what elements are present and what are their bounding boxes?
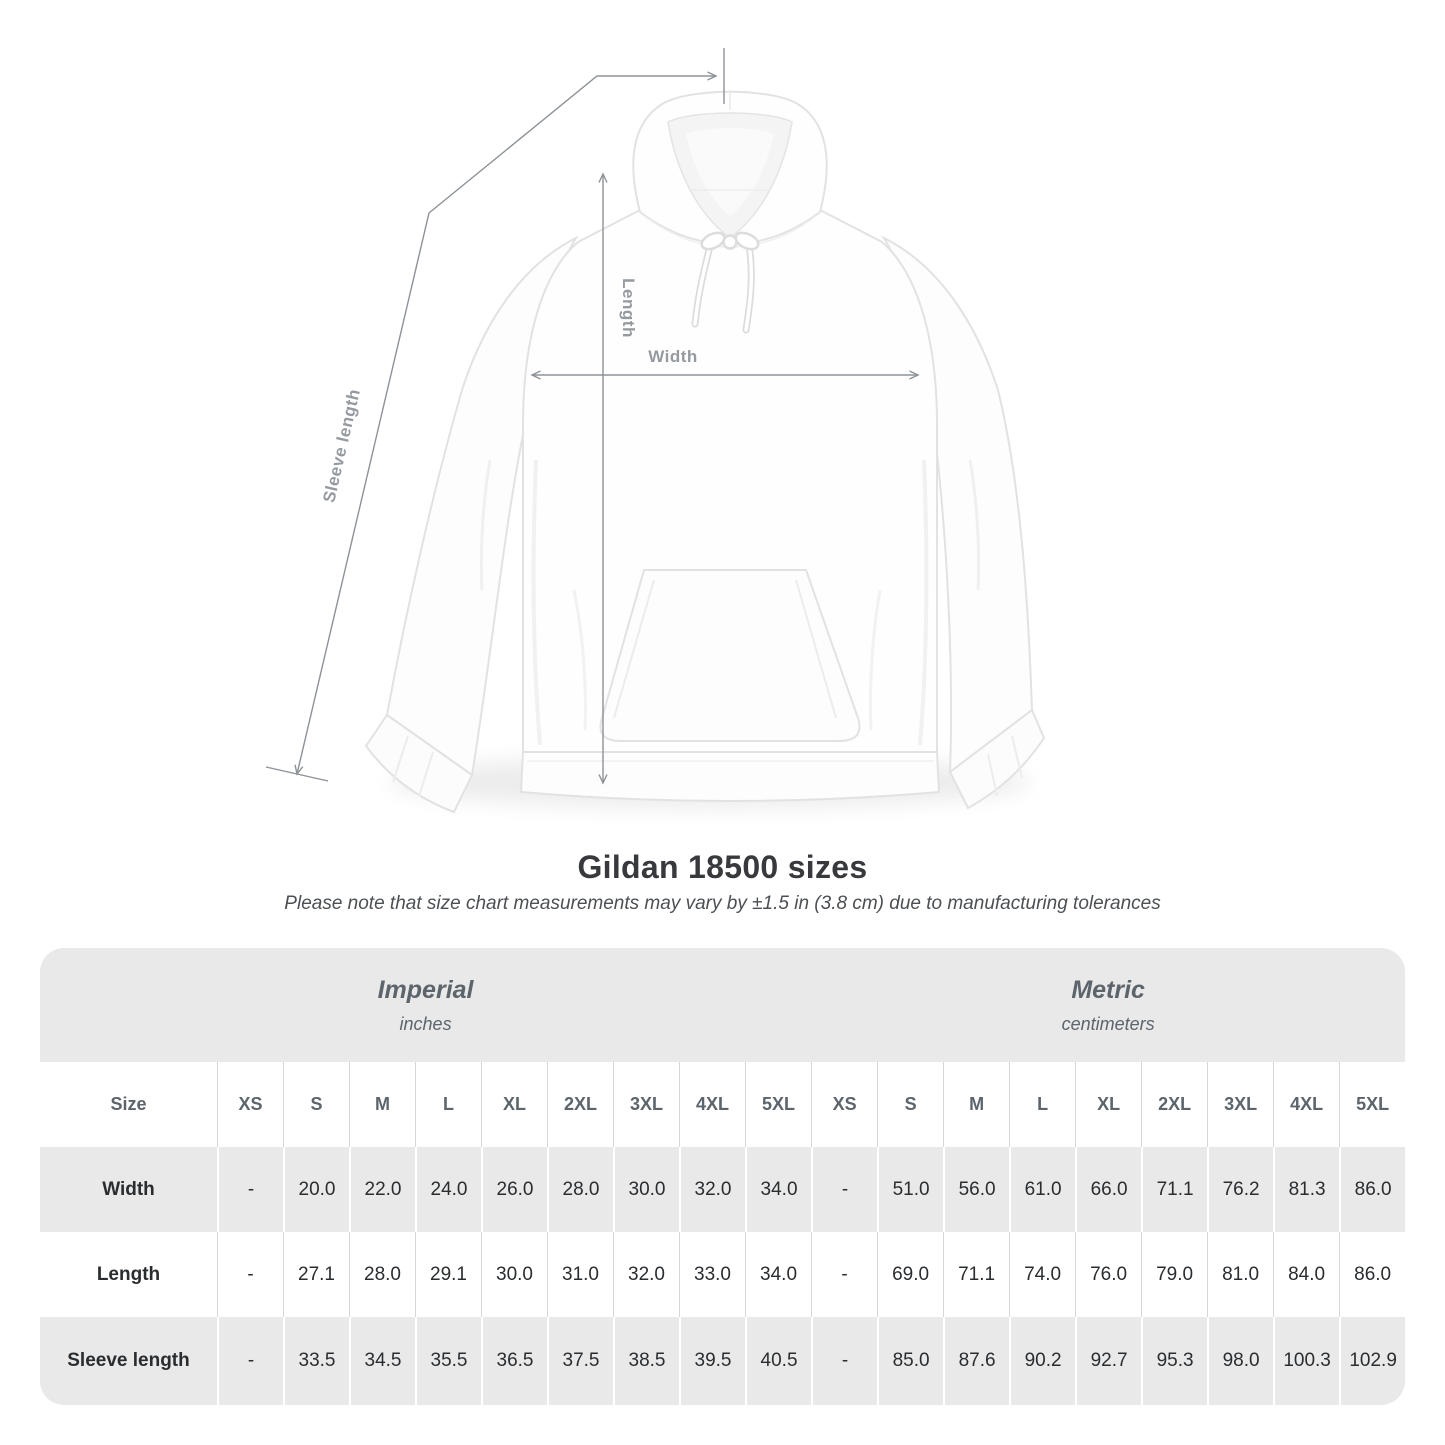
size-header-imperial: 2XL — [547, 1062, 613, 1147]
value-cell: 56.0 — [943, 1147, 1009, 1232]
sleeve-length-label: Sleeve length — [319, 387, 364, 505]
unit-band-row — [40, 948, 1405, 1062]
value-cell: 30.0 — [481, 1232, 547, 1317]
unit-group-imperial — [40, 948, 811, 1062]
value-cell: 32.0 — [679, 1147, 745, 1232]
value-cell: 87.6 — [943, 1317, 1009, 1405]
size-header-metric: 4XL — [1273, 1062, 1339, 1147]
value-cell: 71.1 — [1141, 1147, 1207, 1232]
value-cell: 95.3 — [1141, 1317, 1207, 1405]
value-cell: 76.0 — [1075, 1232, 1141, 1317]
size-header-metric: XL — [1075, 1062, 1141, 1147]
length-row — [40, 1232, 1405, 1317]
value-cell: - — [217, 1147, 283, 1232]
value-cell: 74.0 — [1009, 1232, 1075, 1317]
sleeve-length-row — [40, 1317, 1405, 1405]
size-header-metric: M — [943, 1062, 1009, 1147]
size-header-imperial: M — [349, 1062, 415, 1147]
size-column-header: Size — [40, 1062, 217, 1147]
size-header-metric: XS — [811, 1062, 877, 1147]
size-table — [40, 948, 1405, 1405]
cuff-tick — [266, 767, 328, 781]
size-header-metric: S — [877, 1062, 943, 1147]
value-cell: 20.0 — [283, 1147, 349, 1232]
value-cell: 81.3 — [1273, 1147, 1339, 1232]
size-table-container — [40, 948, 1405, 1405]
value-cell: 34.5 — [349, 1317, 415, 1405]
size-header-metric: 5XL — [1339, 1062, 1405, 1147]
value-cell: 31.0 — [547, 1232, 613, 1317]
value-cell: 27.1 — [283, 1232, 349, 1317]
size-header-imperial: 5XL — [745, 1062, 811, 1147]
size-header-imperial: 4XL — [679, 1062, 745, 1147]
value-cell: 28.0 — [349, 1232, 415, 1317]
value-cell: 34.0 — [745, 1147, 811, 1232]
page-title: Gildan 18500 sizes — [577, 849, 868, 885]
value-cell: 69.0 — [877, 1232, 943, 1317]
value-cell: 92.7 — [1075, 1317, 1141, 1405]
value-cell: 84.0 — [1273, 1232, 1339, 1317]
value-cell: - — [217, 1232, 283, 1317]
size-header-imperial: 3XL — [613, 1062, 679, 1147]
value-cell: 86.0 — [1339, 1232, 1405, 1317]
value-cell: 32.0 — [613, 1232, 679, 1317]
value-cell: 76.2 — [1207, 1147, 1273, 1232]
row-label-length: Length — [40, 1232, 217, 1317]
size-header-imperial: XL — [481, 1062, 547, 1147]
hoodie-size-diagram — [240, 30, 1060, 830]
value-cell: 24.0 — [415, 1147, 481, 1232]
value-cell: 102.9 — [1339, 1317, 1405, 1405]
value-cell: 90.2 — [1009, 1317, 1075, 1405]
hoodie-figure — [240, 30, 1060, 830]
value-cell: 34.0 — [745, 1232, 811, 1317]
value-cell: 38.5 — [613, 1317, 679, 1405]
size-header-imperial: S — [283, 1062, 349, 1147]
value-cell: 37.5 — [547, 1317, 613, 1405]
imperial-unit: inches — [399, 1013, 452, 1034]
value-cell: 81.0 — [1207, 1232, 1273, 1317]
length-label: Length — [619, 278, 638, 338]
size-header-metric: 2XL — [1141, 1062, 1207, 1147]
value-cell: 61.0 — [1009, 1147, 1075, 1232]
value-cell: 30.0 — [613, 1147, 679, 1232]
metric-label: Metric — [1071, 975, 1145, 1004]
row-label-width: Width — [40, 1147, 217, 1232]
value-cell: 26.0 — [481, 1147, 547, 1232]
size-header-metric: L — [1009, 1062, 1075, 1147]
value-cell: 22.0 — [349, 1147, 415, 1232]
value-cell: - — [811, 1232, 877, 1317]
value-cell: 33.5 — [283, 1317, 349, 1405]
value-cell: 28.0 — [547, 1147, 613, 1232]
value-cell: - — [811, 1317, 877, 1405]
row-label-sleeve-length: Sleeve length — [40, 1317, 217, 1405]
width-label: Width — [648, 347, 698, 366]
size-header-row — [40, 1062, 1405, 1147]
value-cell: 79.0 — [1141, 1232, 1207, 1317]
value-cell: 39.5 — [679, 1317, 745, 1405]
value-cell: 100.3 — [1273, 1317, 1339, 1405]
hoodie-hem-band — [521, 752, 939, 801]
value-cell: 29.1 — [415, 1232, 481, 1317]
size-header-metric: 3XL — [1207, 1062, 1273, 1147]
value-cell: 85.0 — [877, 1317, 943, 1405]
value-cell: 40.5 — [745, 1317, 811, 1405]
value-cell: 33.0 — [679, 1232, 745, 1317]
size-header-imperial: XS — [217, 1062, 283, 1147]
value-cell: 66.0 — [1075, 1147, 1141, 1232]
value-cell: - — [217, 1317, 283, 1405]
width-row — [40, 1147, 1405, 1232]
imperial-label: Imperial — [377, 975, 474, 1004]
metric-unit: centimeters — [1061, 1013, 1155, 1034]
value-cell: - — [811, 1147, 877, 1232]
tolerance-note: Please note that size chart measurements may vary by ±1.5 in (3.8 cm) due to manufacturing tolerances — [284, 893, 1161, 914]
value-cell: 86.0 — [1339, 1147, 1405, 1232]
size-header-imperial: L — [415, 1062, 481, 1147]
value-cell: 71.1 — [943, 1232, 1009, 1317]
value-cell: 98.0 — [1207, 1317, 1273, 1405]
value-cell: 51.0 — [877, 1147, 943, 1232]
value-cell: 35.5 — [415, 1317, 481, 1405]
unit-group-metric — [811, 948, 1405, 1062]
value-cell: 36.5 — [481, 1317, 547, 1405]
hoodie-hood — [633, 90, 826, 247]
